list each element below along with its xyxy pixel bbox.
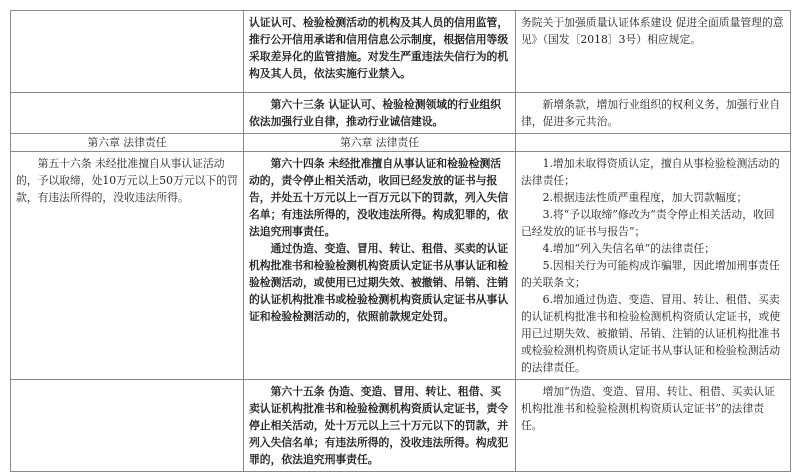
explanation-cell: 增加“伪造、变造、冒用、转让、租借、买卖认证机构批准书和检验检测机构资质认定证书”的法律责任。	[516, 380, 791, 472]
chapter-row	[11, 134, 791, 152]
explanation-item: 5.因相关行为可能构成诈骗罪，因此增加刑事责任的关联条文；	[521, 259, 780, 289]
explanation-item: 4.增加“列入失信名单”的法律责任；	[542, 242, 716, 255]
explanation-item: 1.增加未取得资质认定，擅自从事检验检测活动的法律责任；	[521, 157, 780, 187]
original-text-cell: 第五十六条 未经批准擅自从事认证活动的，予以取缔，处10万元以上50万元以下的罚款，有违法所得的，没收违法所得。	[11, 152, 244, 380]
chapter-heading-revised: 第六章 法律责任	[244, 134, 516, 152]
explanation-cell: 新增条款，增加行业组织的权利义务，加强行业自律，促进多元共治。	[516, 93, 791, 134]
original-text-cell	[11, 11, 244, 93]
explanation-cell	[516, 152, 791, 380]
chapter-heading-original: 第六章 法律责任	[11, 134, 244, 152]
table-row	[11, 152, 791, 380]
explanation-item: 6.增加通过伪造、变造、冒用、转让、租借、买卖的认证机构批准书和检验检测机构资质认定证书，或使用已过期失效、被撤销、吊销、注销的认证机构批准书或检验检测机构资质认定证书从事认证和检验检测活动的法律责任。	[521, 293, 781, 374]
original-text-cell	[11, 93, 244, 134]
original-text-cell	[11, 380, 244, 472]
revised-text-cell: 认证认可、检验检测活动的机构及其人员的信用监管，推行公开信用承诺和信用信息公示制度，根据信用等级采取差异化的监管措施。对发生严重违法失信行为的机构及其人员，依法实施行业禁入。	[244, 11, 516, 93]
table-row	[11, 93, 791, 134]
table-row	[11, 11, 791, 93]
revised-text-cell	[244, 152, 516, 380]
explanation-cell: 务院关于加强质量认证体系建设 促进全面质量管理的意见》（国发〔2018〕3号）相应规定。	[516, 11, 791, 93]
explanation-item: 2.根据违法性质严重程度，加大罚款幅度；	[542, 191, 748, 204]
revised-paragraph-1: 第六十四条 未经批准擅自从事认证和检验检测活动的，责令停止相关活动，收回已经发放的证书与报告，并处五十万元以上一百万元以下的罚款，列入失信名单；有违法所得的，没收违法所得。构成犯罪的，依法追究刑事责任。	[249, 157, 509, 238]
explanation-item: 3.将“予以取缔”修改为“责令停止相关活动，收回已经发放的证书与报告”；	[521, 208, 775, 238]
table-row	[11, 380, 791, 472]
revised-paragraph-2: 通过伪造、变造、冒用、转让、租借、买卖的认证机构批准书和检验检测机构资质认定证书从事认证和检验检测活动，或使用已过期失效、被撤销、吊销、注销的认证机构批准书或检验检测机构资质认定证书从事认证和检验检测活动的，依照前款规定处罚。	[249, 242, 509, 323]
regulation-comparison-table	[10, 10, 791, 472]
revised-text-cell: 第六十五条 伪造、变造、冒用、转让、租借、买卖认证机构批准书和检验检测机构资质认定证书，责令停止相关活动，处十万元以上三十万元以下的罚款，并列入失信名单；有违法所得的，没收违法所得。构成犯罪的，依法追究刑事责任。	[244, 380, 516, 472]
revised-text-cell: 第六十三条 认证认可、检验检测领域的行业组织依法加强行业自律，推动行业诚信建设。	[244, 93, 516, 134]
chapter-heading-explanation	[516, 134, 791, 152]
